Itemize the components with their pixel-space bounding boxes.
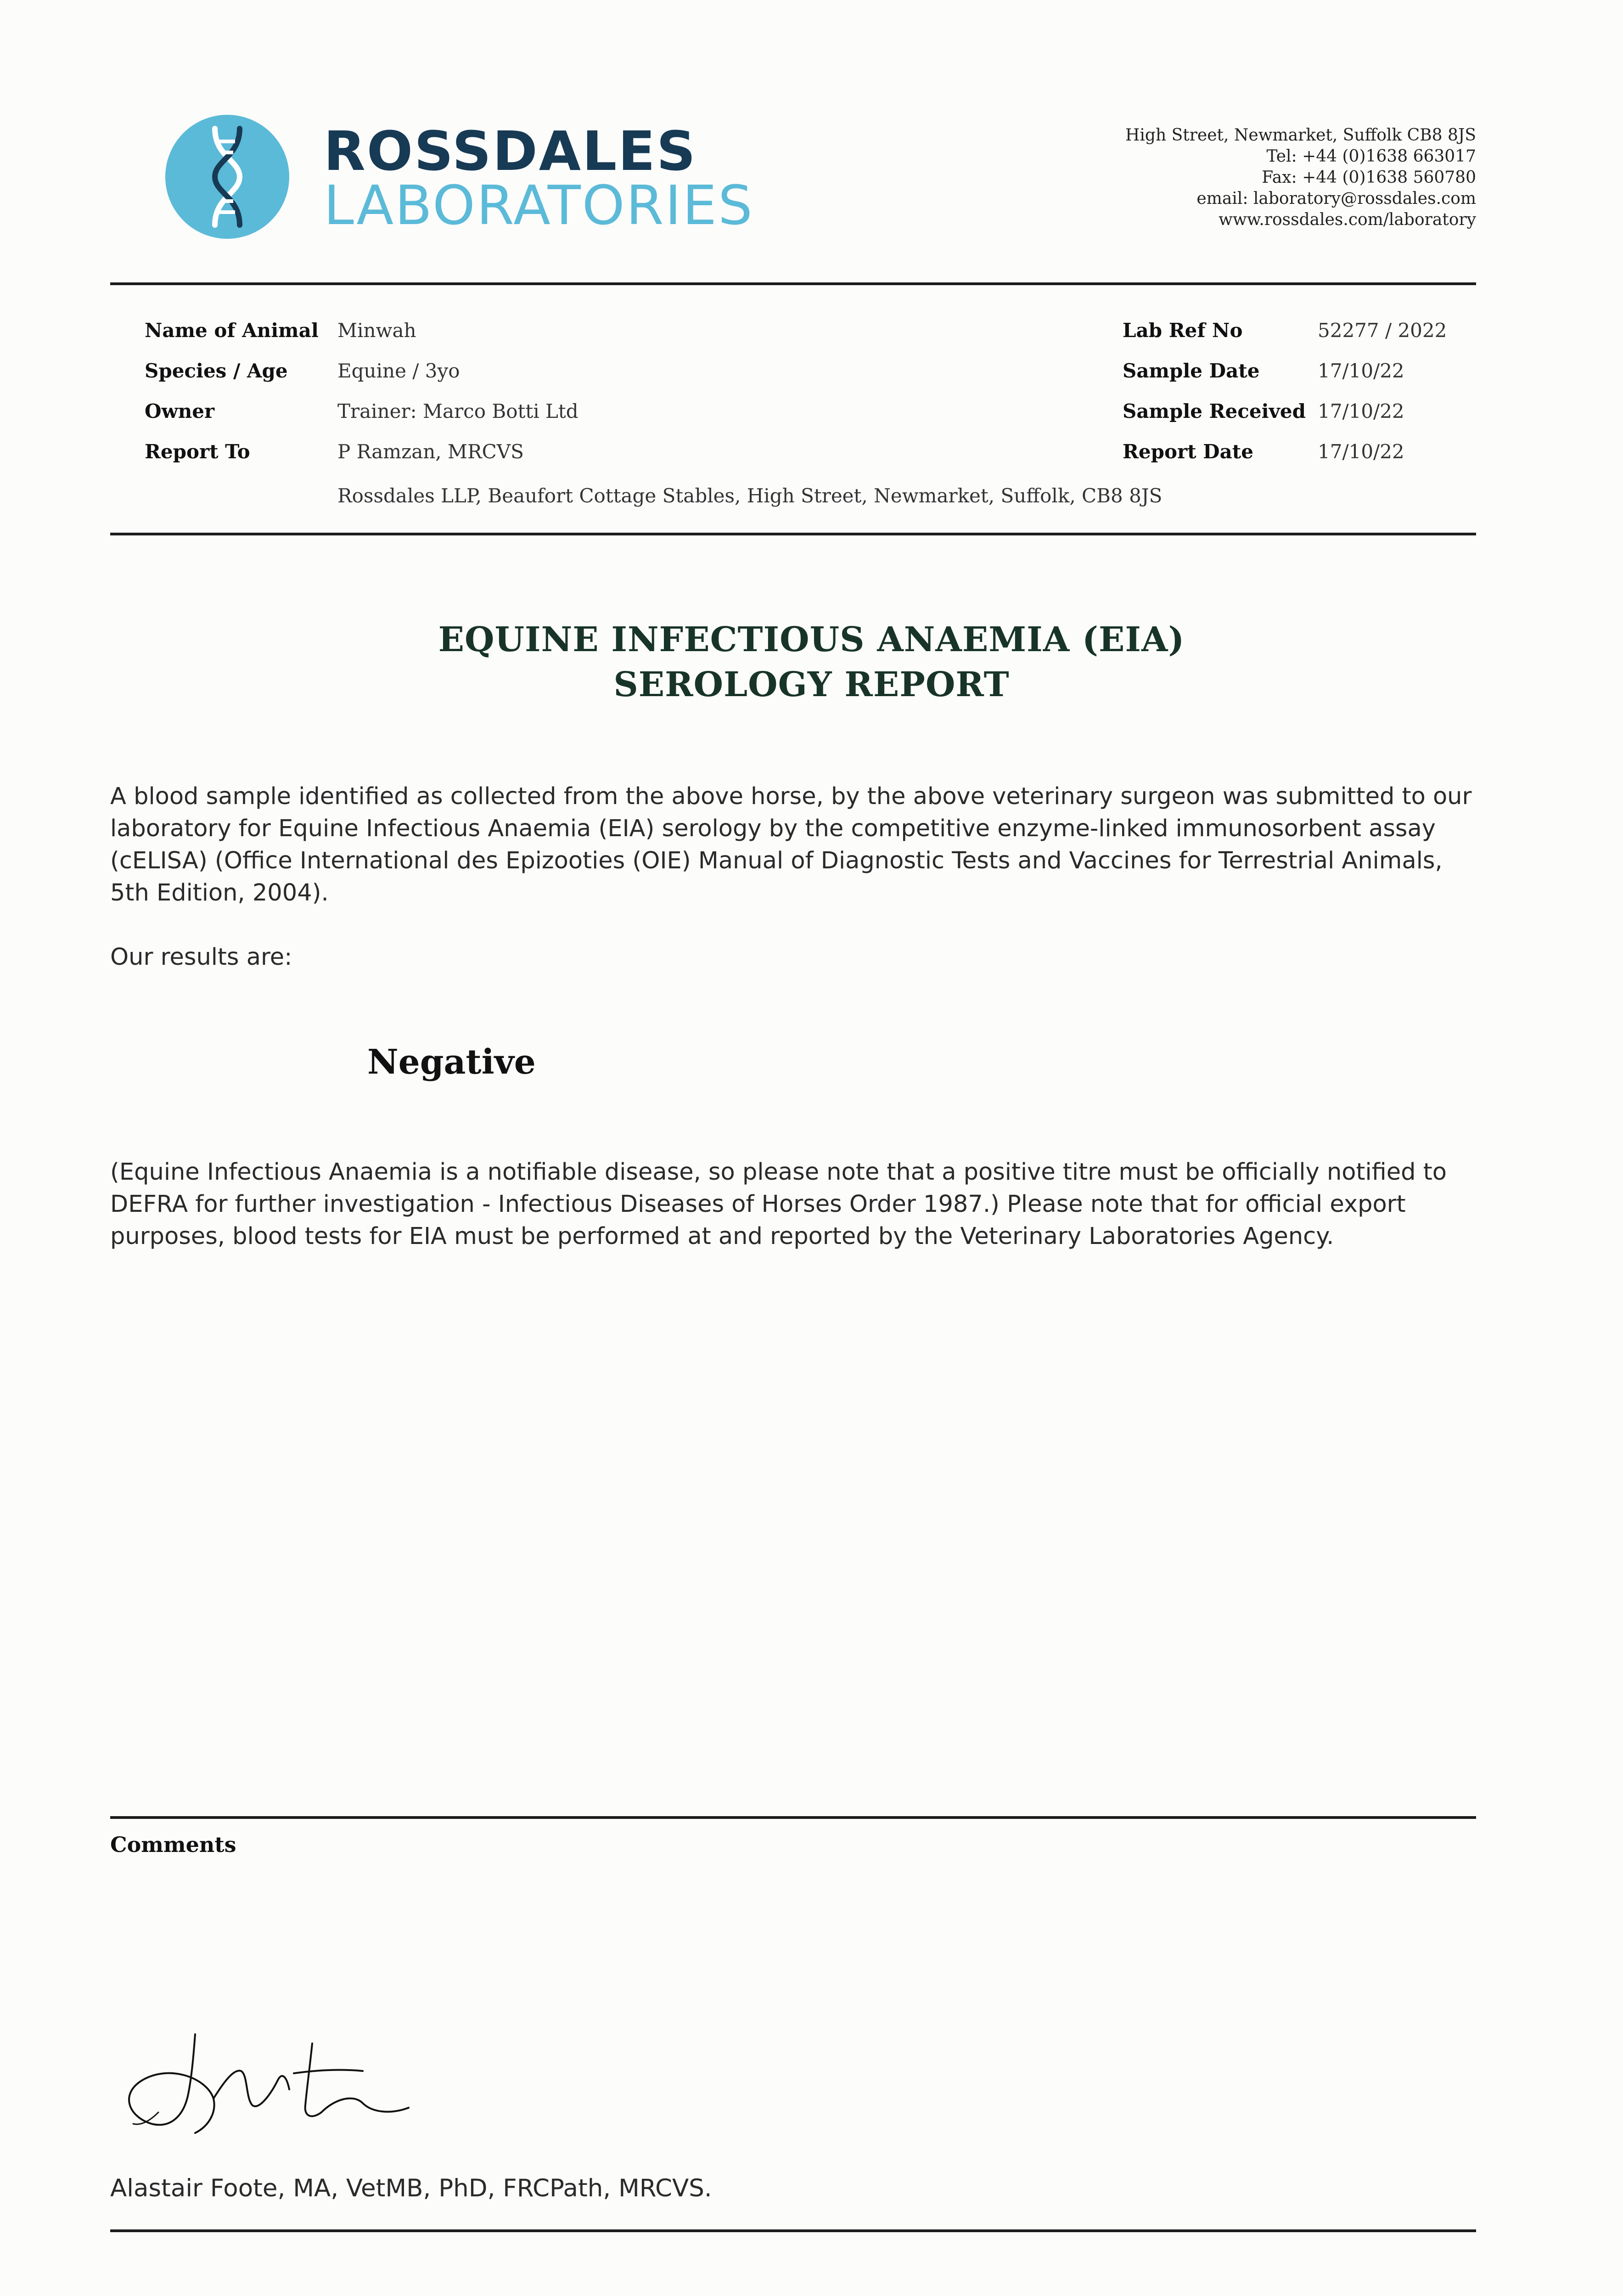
divider: [110, 1816, 1476, 1819]
info-label: Sample Received: [1123, 400, 1306, 422]
logo-wordmark-bottom: LABORATORIES: [324, 174, 754, 237]
signature-icon: [115, 2025, 464, 2144]
info-value: 17/10/22: [1318, 400, 1404, 422]
info-value: 17/10/22: [1318, 440, 1404, 463]
comments-label: Comments: [110, 1832, 236, 1857]
info-value: Equine / 3yo: [337, 360, 460, 382]
info-value: P Ramzan, MRCVS: [337, 440, 524, 463]
info-value: Trainer: Marco Botti Ltd: [337, 400, 578, 422]
results-intro: Our results are:: [110, 944, 292, 971]
divider: [110, 2229, 1476, 2232]
contact-email[interactable]: email: laboratory@rossdales.com: [1196, 189, 1476, 208]
report-title: EQUINE INFECTIOUS ANAEMIA (EIA): [438, 620, 1185, 659]
intro-paragraph: A blood sample identified as collected from the above horse, by the above veterinary surgeon was submitted to our laboratory for Equine Infectious Anaemia (EIA) serology by the competitive enzyme-linked immunosorbent assay (cELISA) (Office International des Epizooties (OIE) Manual of Diagnostic Tests and Vaccines for Terrestrial Animals, 5th Edition, 2004).: [110, 783, 1472, 906]
signer-name: Alastair Foote, MA, VetMB, PhD, FRCPath, MRCVS.: [110, 2174, 712, 2202]
info-value: 52277 / 2022: [1318, 319, 1447, 342]
info-label: Report Date: [1123, 440, 1253, 463]
dna-helix-icon: [165, 115, 289, 239]
contact-tel: Tel: +44 (0)1638 663017: [1266, 147, 1476, 166]
divider: [110, 282, 1476, 285]
divider: [110, 533, 1476, 535]
info-value: 17/10/22: [1318, 360, 1404, 382]
info-label: Sample Date: [1123, 360, 1260, 382]
report-to-address: Rossdales LLP, Beaufort Cottage Stables, High Street, Newmarket, Suffolk, CB8 8JS: [337, 484, 1162, 507]
info-label: Species / Age: [145, 360, 288, 382]
logo-wordmark-top: ROSSDALES: [324, 119, 697, 183]
company-logo: [165, 115, 854, 243]
info-label: Lab Ref No: [1123, 319, 1243, 342]
contact-address: High Street, Newmarket, Suffolk CB8 8JS: [1125, 126, 1476, 145]
report-subtitle: SEROLOGY REPORT: [613, 665, 1010, 704]
contact-block: [1125, 125, 1476, 231]
notice-paragraph: (Equine Infectious Anaemia is a notifiable disease, so please note that a positive titre must be officially notified to DEFRA for further investigation - Infectious Diseases of Horses Order 1987.) Please note that for official export purposes, blood tests for EIA must be performed at and reported by the Veterinary Laboratories Agency.: [110, 1159, 1447, 1250]
info-value: Minwah: [337, 319, 416, 342]
info-label: Owner: [145, 400, 215, 422]
contact-fax: Fax: +44 (0)1638 560780: [1262, 168, 1476, 187]
test-result: Negative: [367, 1042, 536, 1082]
contact-website[interactable]: www.rossdales.com/laboratory: [1219, 210, 1476, 229]
info-label: Report To: [145, 440, 250, 463]
info-label: Name of Animal: [145, 319, 319, 342]
